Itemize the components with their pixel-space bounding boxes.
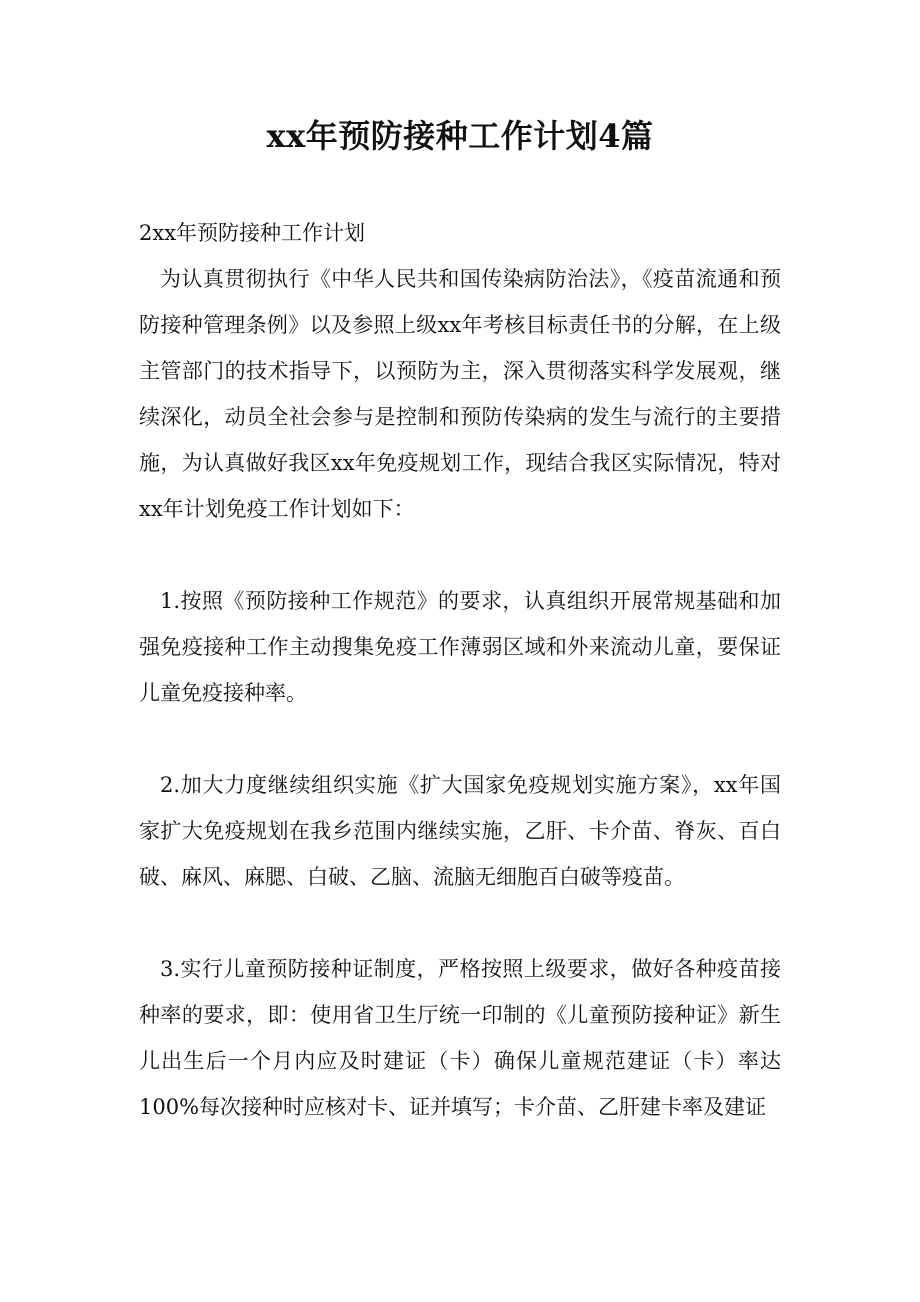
intro-paragraph: 为认真贯彻执行《中华人民共和国传染病防治法》，《疫苗流通和预防接种管理条例》以及参照上级xx年考核目标责任书的分解，在上级主管部门的技术指导下，以预防为主，深入贯彻落实科学发展观，继续深化，动员全社会参与是控制和预防传染病的发生与流行的主要措施，为认真做好我区xx年免疫规划工作，现结合我区实际情况，特对xx年计划免疫工作计划如下： [139, 267, 781, 521]
plan-item-3: 3.实行儿童预防接种证制度，严格按照上级要求，做好各种疫苗接种率的要求，即：使用省卫生厅统一印制的《儿童预防接种证》新生儿出生后一个月内应及时建证（卡）确保儿童规范建证（卡）率达100%每次接种时应核对卡、证并填写；卡介苗、乙肝建卡率及建证 [139, 957, 781, 1119]
plan-item-2: 2.加大力度继续组织实施《扩大国家免疫规划实施方案》，xx年国家扩大免疫规划在我乡范围内继续实施，乙肝、卡介苗、脊灰、百白破、麻风、麻腮、白破、乙脑、流脑无细胞百白破等疫苗。 [139, 773, 781, 889]
document-title: xx年预防接种工作计划4篇 [266, 117, 654, 155]
document-body [139, 212, 781, 1130]
section-heading: 2xx年预防接种工作计划 [139, 221, 366, 245]
plan-item-1: 1.按照《预防接种工作规范》的要求，认真组织开展常规基础和加强免疫接种工作主动搜集免疫工作薄弱区域和外来流动儿童，要保证儿童免疫接种率。 [139, 589, 781, 705]
